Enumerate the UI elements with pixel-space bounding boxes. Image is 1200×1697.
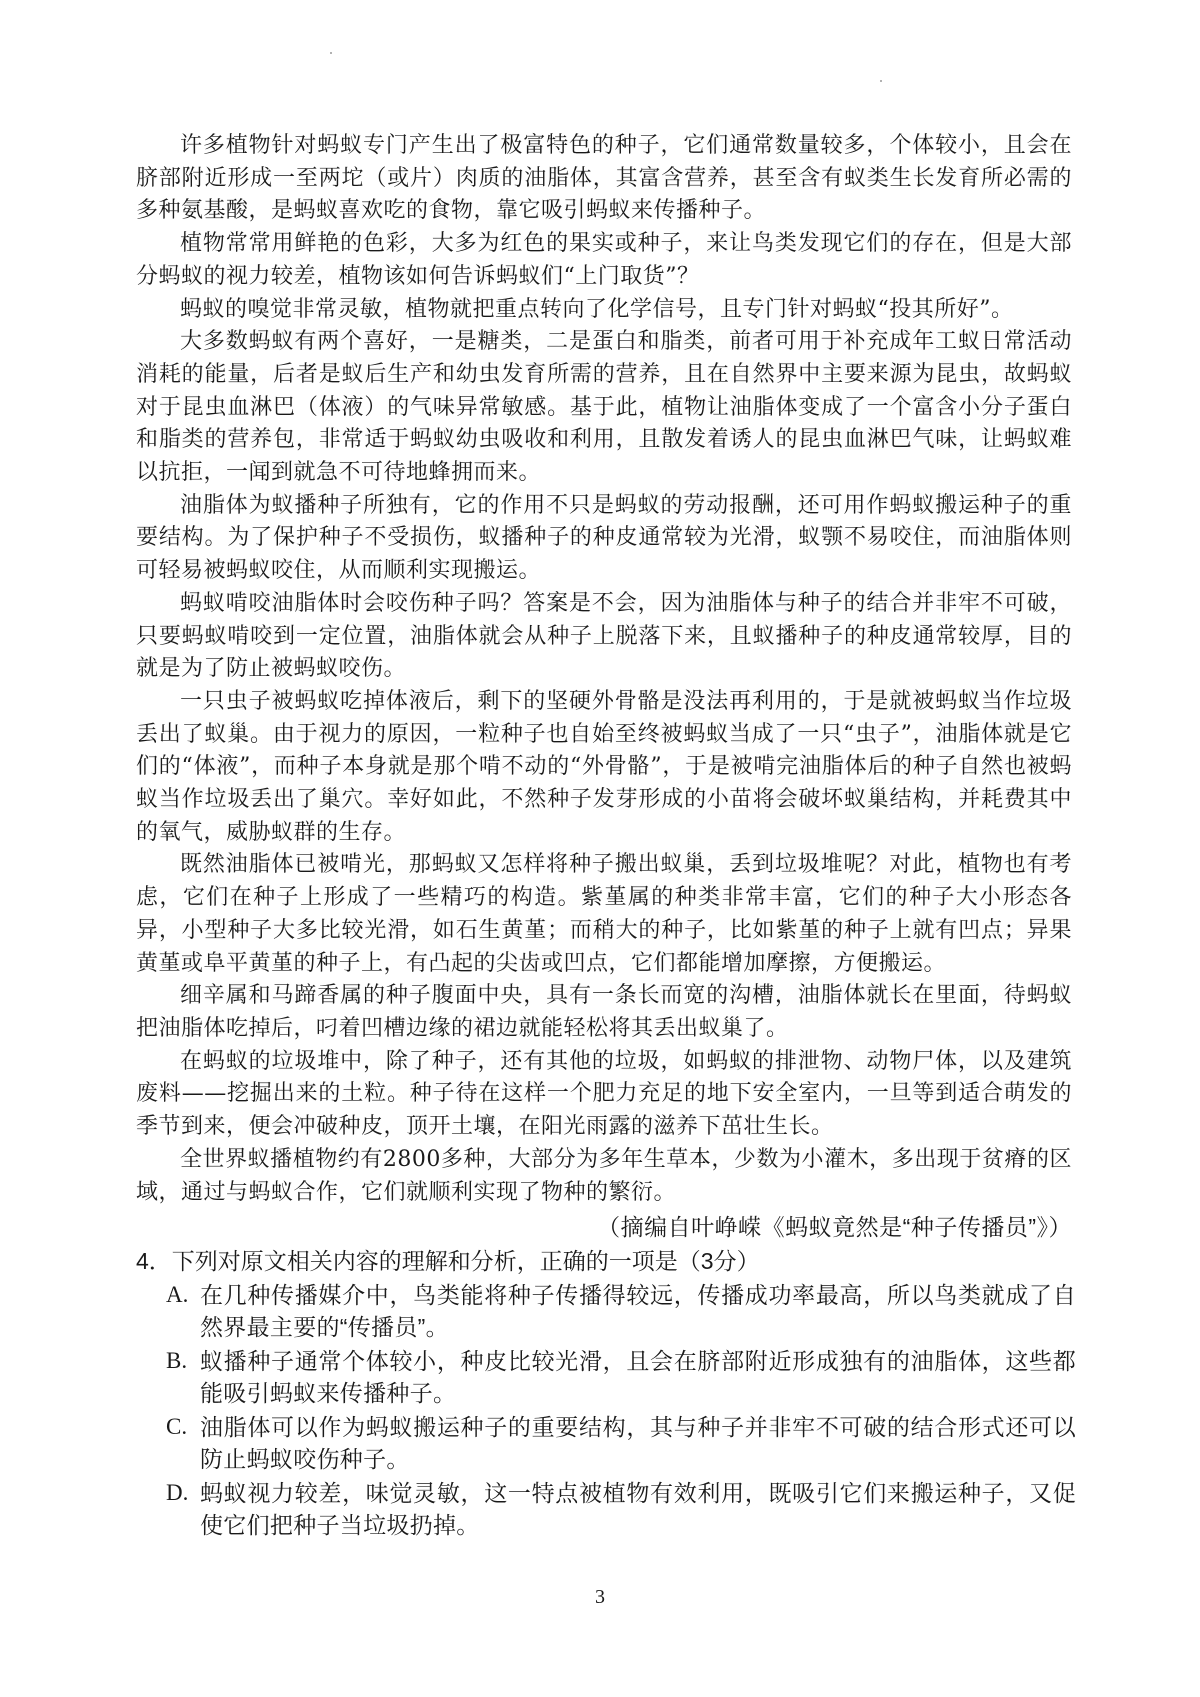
passage-paragraph: 蚂蚁的嗅觉非常灵敏，植物就把重点转向了化学信号，且专门针对蚂蚁“投其所好”。 [180, 296, 1014, 322]
passage-paragraph: 油脂体为蚁播种子所独有，它的作用不只是蚂蚁的劳动报酬，还可用作蚂蚁搬运种子的重要结构。为了保护种子不受损伤，蚁播种子的种皮通常较为光滑，蚁颚不易咬住，而油脂体则可轻易被蚂蚁咬住，从而顺利实现搬运。 [136, 492, 1072, 584]
scan-speck [330, 52, 332, 54]
passage-source: （摘编自叶峥嵘《蚂蚁竟然是“种子传播员”》） [597, 1214, 1072, 1241]
passage-paragraph: 植物常常用鲜艳的色彩，大多为红色的果实或种子，来让鸟类发现它们的存在，但是大部分蚂蚁的视力较差，植物该如何告诉蚂蚁们“上门取货”？ [136, 231, 1072, 289]
page-number: 3 [595, 1586, 605, 1608]
option-letter: D. [166, 1480, 189, 1505]
passage-paragraph: 许多植物针对蚂蚁专门产生出了极富特色的种子，它们通常数量较多，个体较小，且会在脐部附近形成一至两坨（或片）肉质的油脂体，其富含营养，甚至含有蚁类生长发育所必需的多种氨基酸，是蚂蚁喜欢吃的食物，靠它吸引蚂蚁来传播种子。 [136, 133, 1072, 224]
option-letter: A. [166, 1282, 189, 1307]
option-text: 蚂蚁视力较差，味觉灵敏，这一特点被植物有效利用，既吸引它们来搬运种子，又促使它们把种子当垃圾扔掉。 [200, 1480, 1076, 1538]
option-letter: B. [166, 1348, 188, 1373]
passage-paragraph: 细辛属和马蹄香属的种子腹面中央，具有一条长而宽的沟槽，油脂体就长在里面，待蚂蚁把油脂体吃掉后，叼着凹槽边缘的裙边就能轻松将其丢出蚁巢了。 [136, 983, 1072, 1041]
passage-paragraph: 既然油脂体已被啃光，那蚂蚁又怎样将种子搬出蚁巢，丢到垃圾堆呢？对此，植物也有考虑，它们在种子上形成了一些精巧的构造。紫堇属的种类非常丰富，它们的种子大小形态各异，小型种子大多比较光滑，如石生黄堇；而稍大的种子，比如紫堇的种子上就有凹点；异果黄堇或阜平黄堇的种子上，有凸起的尖齿或凹点，它们都能增加摩擦，方便搬运。 [136, 852, 1072, 976]
option-a[interactable] [136, 1279, 1076, 1343]
option-b[interactable] [136, 1345, 1076, 1409]
option-text: 在几种传播媒介中，鸟类能将种子传播得较远，传播成功率最高，所以鸟类就成了自然界最主要的“传播员”。 [200, 1282, 1076, 1340]
option-c[interactable] [136, 1411, 1076, 1475]
option-letter: C. [166, 1414, 188, 1439]
option-text: 油脂体可以作为蚂蚁搬运种子的重要结构，其与种子并非牢不可破的结合形式还可以防止蚂蚁咬伤种子。 [200, 1414, 1076, 1472]
option-d[interactable] [136, 1477, 1076, 1541]
passage-paragraph: 蚂蚁啃咬油脂体时会咬伤种子吗？答案是不会，因为油脂体与种子的结合并非牢不可破，只要蚂蚁啃咬到一定位置，油脂体就会从种子上脱落下来，且蚁播种子的种皮通常较厚，目的就是为了防止被蚂蚁咬伤。 [136, 590, 1072, 682]
passage-paragraph: 一只虫子被蚂蚁吃掉体液后，剩下的坚硬外骨骼是没法再利用的，于是就被蚂蚁当作垃圾丢出了蚁巢。由于视力的原因，一粒种子也自始至终被蚂蚁当成了一只“虫子”，油脂体就是它们的“体液”，而种子本身就是那个啃不动的“外骨骼”，于是被啃完油脂体后的种子自然也被蚂蚁当作垃圾丢出了巢穴。幸好如此，不然种子发芽形成的小苗将会破坏蚁巢结构，并耗费其中的氧气，威胁蚁群的生存。 [136, 688, 1072, 845]
scan-speck [880, 80, 882, 82]
question-4 [136, 1245, 1076, 1543]
question-stem: 4．下列对原文相关内容的理解和分析，正确的一项是（3分） [136, 1248, 760, 1274]
passage-paragraph: 大多数蚂蚁有两个喜好，一是糖类，二是蛋白和脂类，前者可用于补充成年工蚁日常活动消耗的能量，后者是蚁后生产和幼虫发育所需的营养，且在自然界中主要来源为昆虫，故蚂蚁对于昆虫血淋巴（体液）的气味异常敏感。基于此，植物让油脂体变成了一个富含小分子蛋白和脂类的营养包，非常适于蚂蚁幼虫吸收和利用，且散发着诱人的昆虫血淋巴气味，让蚂蚁难以抗拒，一闻到就急不可待地蜂拥而来。 [136, 329, 1072, 486]
reading-passage [136, 130, 1072, 1243]
passage-paragraph: 全世界蚁播植物约有2800多种，大部分为多年生草本，少数为小灌木，多出现于贫瘠的区域，通过与蚂蚁合作，它们就顺利实现了物种的繁衍。 [136, 1146, 1072, 1205]
passage-paragraph: 在蚂蚁的垃圾堆中，除了种子，还有其他的垃圾，如蚂蚁的排泄物、动物尸体，以及建筑废料——挖掘出来的土粒。种子待在这样一个肥力充足的地下安全室内，一旦等到适合萌发的季节到来，便会冲破种皮，顶开土壤，在阳光雨露的滋养下茁壮生长。 [136, 1048, 1072, 1140]
option-text: 蚁播种子通常个体较小，种皮比较光滑，且会在脐部附近形成独有的油脂体，这些都能吸引蚂蚁来传播种子。 [200, 1348, 1076, 1406]
